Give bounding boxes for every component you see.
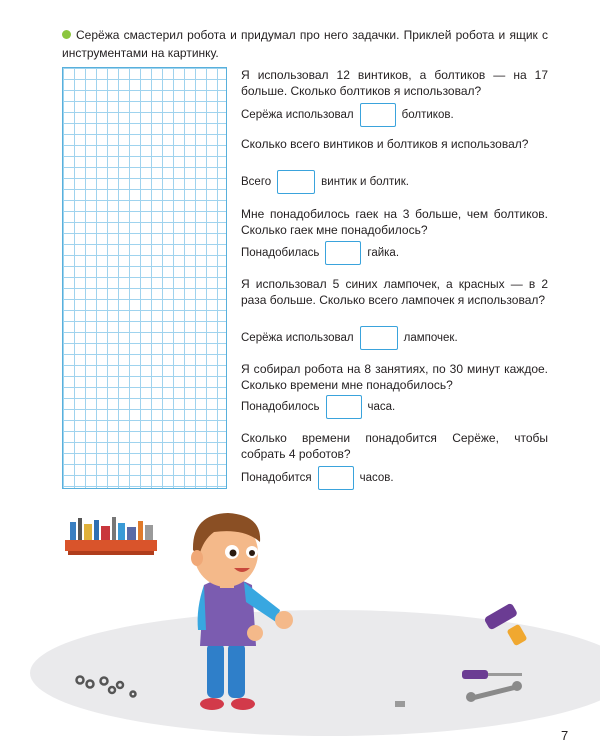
task-2-answer: [241, 170, 409, 194]
task-5-answer: [241, 395, 395, 419]
task-2-answer-before: Всего: [241, 176, 272, 188]
task-5-answer-box[interactable]: [326, 395, 362, 419]
task-6-question: Сколько времени понадобится Серёже, чтобы собрать 4 роботов?: [241, 431, 548, 461]
task-6-answer-after: часов.: [359, 472, 394, 484]
task-2-answer-after: винтик и болтик.: [321, 176, 409, 188]
task-3-answer-after: гайка.: [367, 247, 400, 259]
task-5-answer-before: Понадобилось: [241, 401, 320, 413]
task-1-question: Я использовал 12 винтиков, а болтиков — на 17 больше. Сколько болтиков я использовал?: [241, 68, 548, 98]
task-1-answer-before: Серёжа использовал: [241, 109, 354, 121]
bullet-dot-icon: [62, 30, 71, 39]
task-6-answer-before: Понадобится: [241, 472, 312, 484]
bolt-icon: [395, 701, 405, 707]
task-5-answer-after: часа.: [367, 401, 396, 413]
task-4-answer: [241, 326, 458, 350]
task-4-answer-after: лампочек.: [403, 332, 458, 344]
task-6-answer: [241, 466, 394, 490]
page-number: 7: [561, 728, 569, 743]
intro-text: [62, 26, 548, 62]
task-1-answer: [241, 103, 454, 127]
math-grid: [62, 67, 227, 489]
task-4-answer-box[interactable]: [360, 326, 398, 350]
task-4-question: Я использовал 5 синих лампочек, а красных — в 2 раза больше. Сколько всего лампочек я использовал?: [241, 277, 548, 307]
task-1-answer-box[interactable]: [360, 103, 396, 127]
task-3-question: Мне понадобилось гаек на 3 больше, чем болтиков. Сколько гаек мне понадобилось?: [241, 207, 548, 237]
toolbox-icon: [65, 517, 157, 555]
task-4-answer-before: Серёжа использовал: [241, 332, 354, 344]
task-2-answer-box[interactable]: [277, 170, 315, 194]
task-2-question: Сколько всего винтиков и болтиков я использовал?: [241, 137, 529, 151]
task-3-answer-box[interactable]: [325, 241, 361, 265]
workshop-illustration: [0, 498, 600, 750]
task-5-question: Я собирал робота на 8 занятиях, по 30 минут каждое. Сколько времени мне понадобилось?: [241, 362, 548, 392]
task-3-answer: [241, 241, 399, 265]
task-1-answer-after: болтиков.: [401, 109, 454, 121]
task-6-answer-box[interactable]: [318, 466, 354, 490]
intro-label: Серёжа смастерил робота и придумал про него задачки. Приклей робота и ящик с инструментами на картинку.: [62, 28, 548, 60]
task-3-answer-before: Понадобилась: [241, 247, 320, 259]
